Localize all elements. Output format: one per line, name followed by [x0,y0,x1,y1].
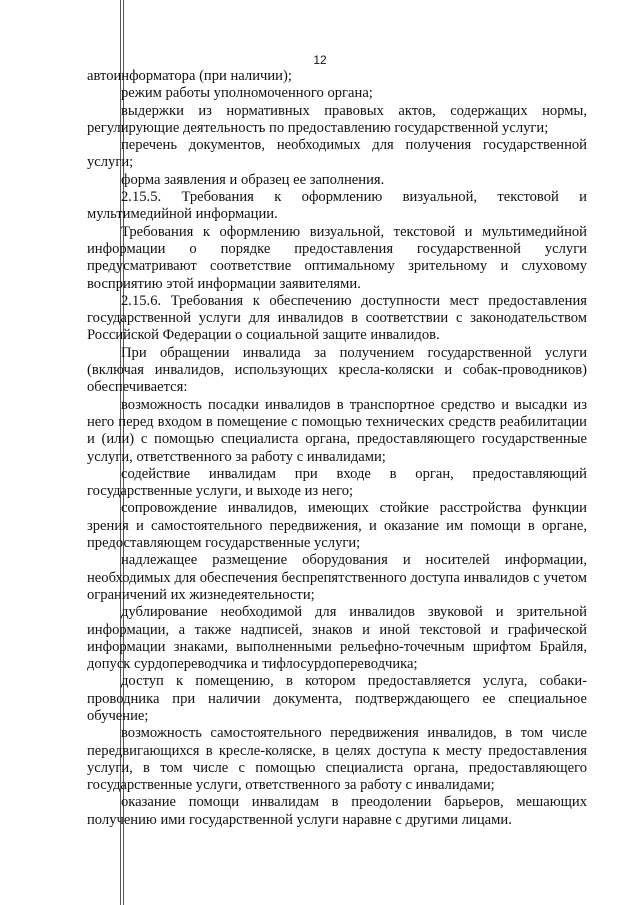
paragraph: содействие инвалидам при входе в орган, предоставляющий государственные услуги, и выходе из него; [87,465,587,500]
paragraph: дублирование необходимой для инвалидов звуковой и зрительной информации, а также надписей, знаков и иной текстовой и графической информации знаками, выполненными рельефно-точечным шрифтом Брайля, допуск сурдопереводчика и тифлосурдопереводчика; [87,604,587,673]
page-number: 12 [313,53,327,67]
paragraph: выдержки из нормативных правовых актов, содержащих нормы, регулирующие деятельность по предоставлению государственной услуги; [87,102,587,136]
paragraph: 2.15.6. Требования к обеспечению доступности мест предоставления государственной услуги для инвалидов в соответствии с законодательством Российской Федерации о социальной защите инвалидов. [87,292,587,344]
paragraph: При обращении инвалида за получением государственной услуги (включая инвалидов, использующих кресла-коляски и собак-проводников) обеспечивается: [87,344,587,396]
paragraph: доступ к помещению, в котором предоставляется услуга, собаки-проводника при наличии документа, подтверждающего ее специальное обучение; [87,673,587,724]
paragraph: сопровождение инвалидов, имеющих стойкие расстройства функции зрения и самостоятельного передвижения, и оказание им помощи в органе, предоставляющем государственные услуги; [87,500,587,552]
paragraph: Требования к оформлению визуальной, текстовой и мультимедийной информации о порядке предоставления государственной услуги предусматривают соответствие оптимальному зрительному и слуховому восприятию этой информации заявителями. [87,223,587,292]
paragraph: перечень документов, необходимых для получения государственной услуги; [87,137,587,171]
paragraph: 2.15.5. Требования к оформлению визуальной, текстовой и мультимедийной информации. [87,189,587,223]
paragraph: режим работы уполномоченного органа; [121,85,373,102]
paragraph: возможность самостоятельного передвижения инвалидов, в том числе передвигающихся в кресле-коляске, в целях доступа к месту предоставления услуги, в том числе с помощью специалиста органа, предоставляющего государственные услуги, ответственного за работу с инвалидами; [87,725,587,794]
paragraph: возможность посадки инвалидов в транспортное средство и высадки из него перед входом в помещение с помощью технических средств реабилитации и (или) с помощью специалиста органа, предоставляющего государственные услуги, ответственного за работу с инвалидами; [87,396,587,465]
document-body [87,68,587,829]
paragraph: форма заявления и образец ее заполнения. [121,171,385,188]
paragraph: оказание помощи инвалидам в преодолении барьеров, мешающих получению ими государственной услуги наравне с другими лицами. [87,794,587,828]
paragraph: автоинформатора (при наличии); [87,68,292,84]
paragraph: надлежащее размещение оборудования и носителей информации, необходимых для обеспечения беспрепятственного доступа инвалидов с учетом ограничений их жизнедеятельности; [87,552,587,603]
